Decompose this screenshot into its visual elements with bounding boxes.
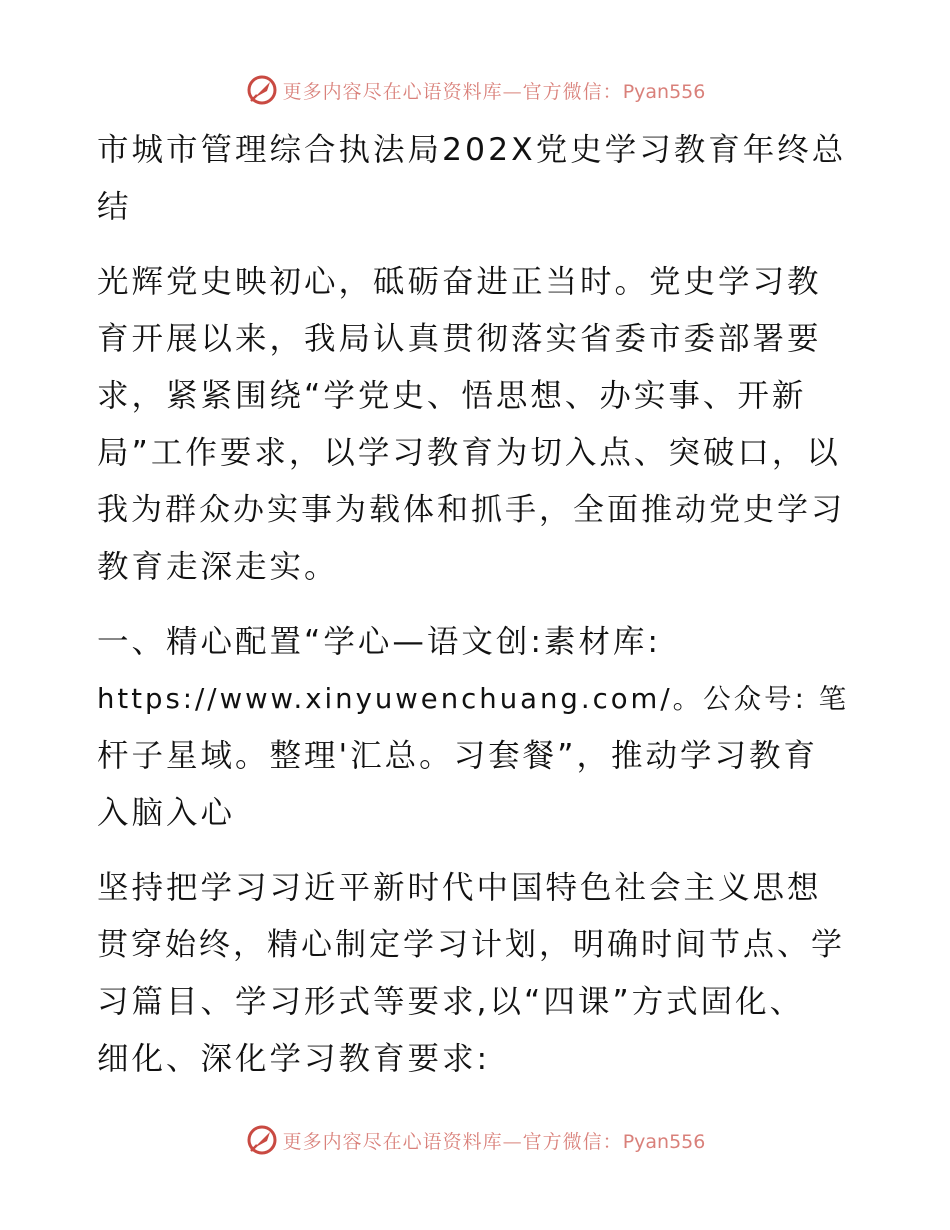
- quill-logo-icon: [245, 1123, 279, 1157]
- watermark-header: [0, 70, 950, 110]
- text-line: 我为群众办实事为载体和抓手，全面推动党史学习: [97, 492, 845, 528]
- section-heading-1: [97, 614, 853, 842]
- body-paragraph: [97, 860, 853, 1088]
- intro-paragraph: [97, 254, 853, 596]
- url-line: https://www.xinyuwenchuang.com/。公众号: 笔: [97, 683, 850, 715]
- document-title: [97, 122, 853, 236]
- title-line: 结: [97, 189, 132, 225]
- watermark-footer: [0, 1120, 950, 1160]
- text-line: 杆子星域。整理'汇总。习套餐”，推动学习教育: [97, 738, 818, 774]
- document-body: [97, 122, 853, 1106]
- text-line: 坚持把学习习近平新时代中国特色社会主义思想: [97, 870, 822, 906]
- text-line: 局”工作要求，以学习教育为切入点、突破口，以: [97, 435, 841, 471]
- quill-logo-icon: [245, 73, 279, 107]
- text-line: 细化、深化学习教育要求:: [97, 1041, 491, 1077]
- text-line: 光辉党史映初心，砥砺奋进正当时。党史学习教: [97, 264, 822, 300]
- title-line: 市城市管理综合执法局202X党史学习教育年终总: [97, 132, 847, 168]
- text-line: 教育走深走实。: [97, 549, 339, 585]
- text-line: 入脑入心: [97, 795, 236, 831]
- text-line: 育开展以来，我局认真贯彻落实省委市委部署要: [97, 321, 822, 357]
- watermark-text: 更多内容尽在心语资料库—官方微信：Pyan556: [282, 80, 706, 103]
- text-line: 习篇目、学习形式等要求,以“四课”方式固化、: [97, 984, 805, 1020]
- text-line: 一、精心配置“学心—语文创:素材库:: [97, 624, 662, 660]
- watermark-text: 更多内容尽在心语资料库—官方微信：Pyan556: [282, 1130, 706, 1153]
- text-line: 求，紧紧围绕“学党史、悟思想、办实事、开新: [97, 378, 807, 414]
- text-line: 贯穿始终，精心制定学习计划，明确时间节点、学: [97, 927, 845, 963]
